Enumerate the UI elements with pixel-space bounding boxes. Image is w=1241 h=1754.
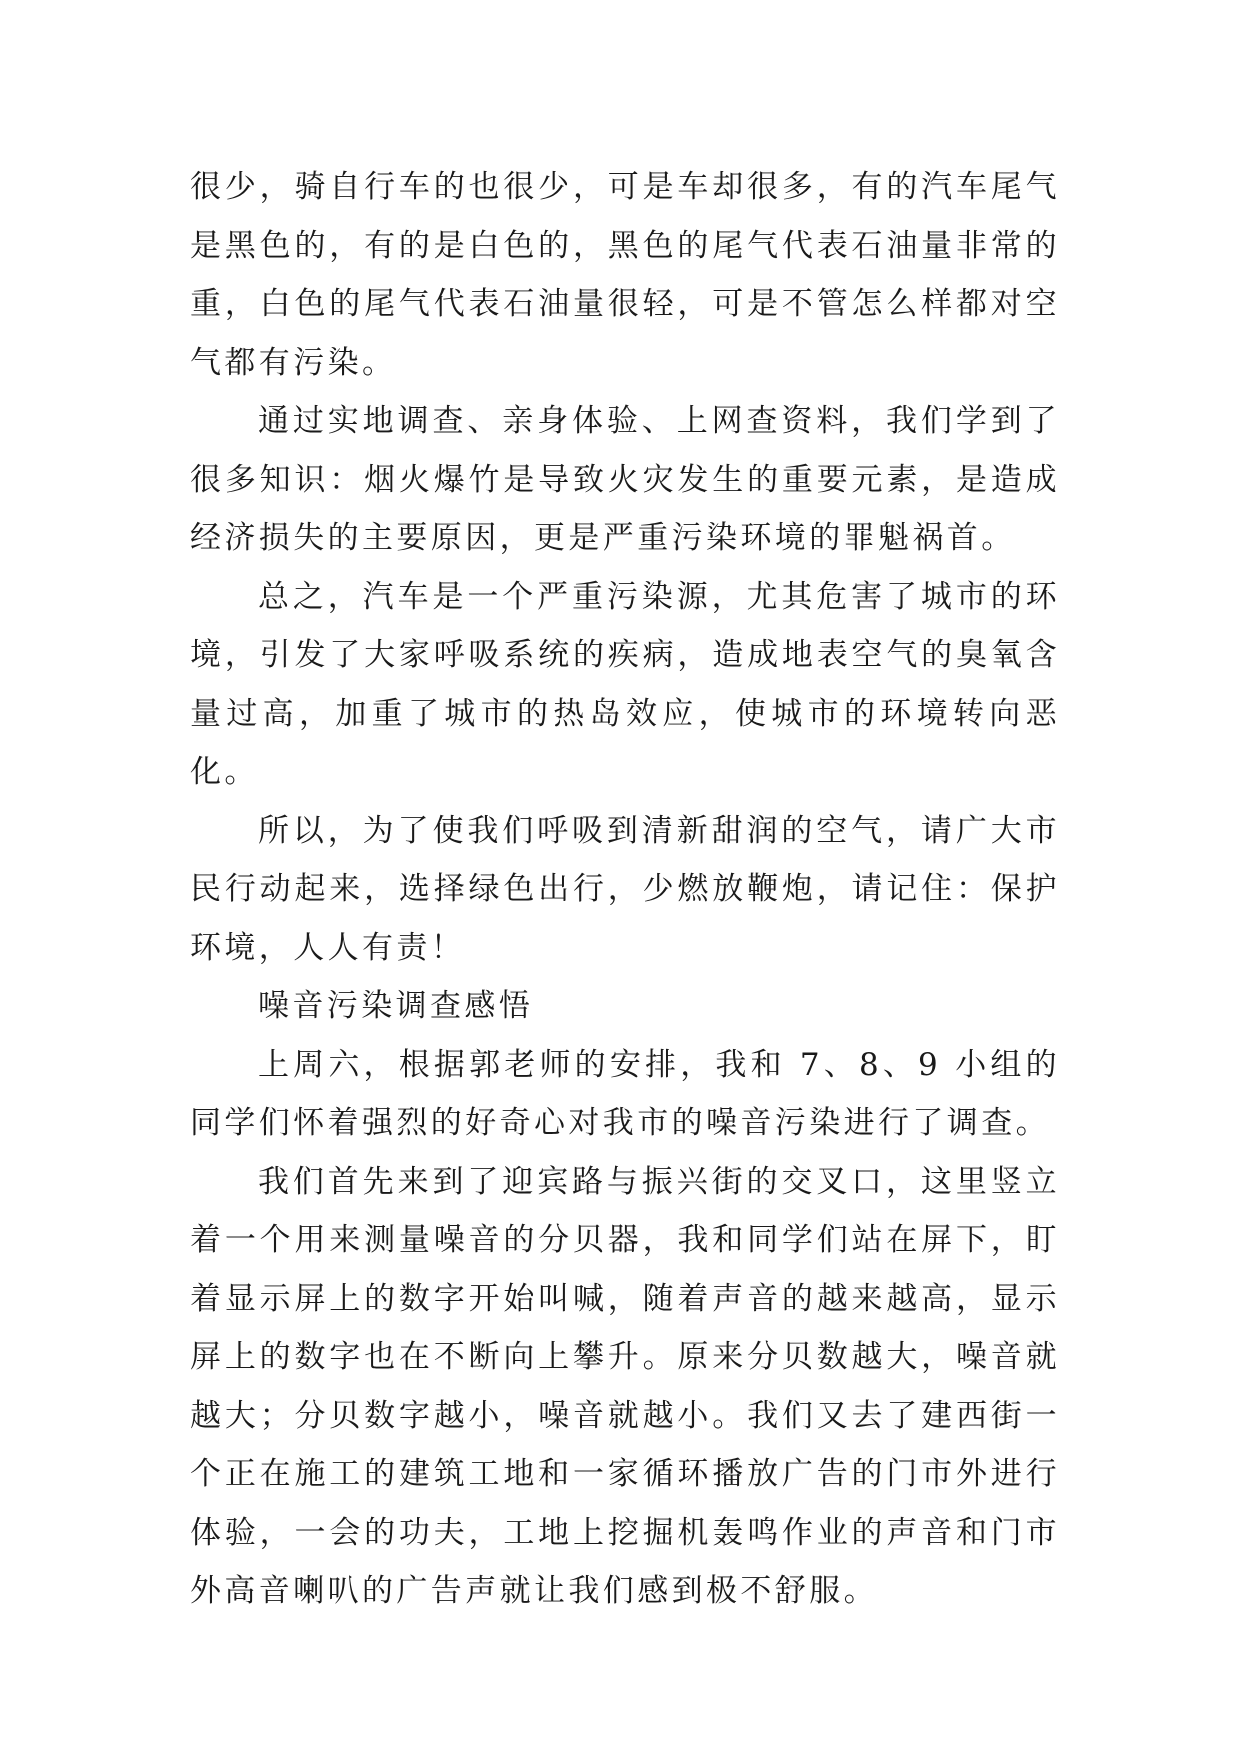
paragraph-exhaust-colors: 很少，骑自行车的也很少，可是车却很多，有的汽车尾气是黑色的，有的是白色的，黑色的尾气代表石油量非常的重，白色的尾气代表石油量很轻，可是不管怎么样都对空气都有污染。 [190,169,1060,381]
paragraph-noise-intro: 上周六，根据郭老师的安排，我和 7、8、9 小组的同学们怀着强烈的好奇心对我市的噪音污染进行了调查。 [190,1046,1060,1141]
paragraph-call-to-action: 所以，为了使我们呼吸到清新甜润的空气，请广大市民行动起来，选择绿色出行，少燃放鞭炮，请记住：保护环境，人人有责！ [190,812,1060,966]
document-body [190,158,1060,1621]
paragraph-investigation-findings: 通过实地调查、亲身体验、上网查资料，我们学到了很多知识：烟火爆竹是导致火灾发生的重要元素，是造成经济损失的主要原因，更是严重污染环境的罪魁祸首。 [190,403,1060,556]
paragraph-noise-experience: 我们首先来到了迎宾路与振兴街的交叉口，这里竖立着一个用来测量噪音的分贝器，我和同学们站在屏下，盯着显示屏上的数字开始叫喊，随着声音的越来越高，显示屏上的数字也在不断向上攀升。原来分贝数越大，噪音就越大；分贝数字越小，噪音就越小。我们又去了建西街一个正在施工的建筑工地和一家循环播放广告的门市外进行体验，一会的功夫，工地上挖掘机轰鸣作业的声音和门市外高音喇叭的广告声就让我们感到极不舒服。 [190,1163,1060,1609]
section-heading-noise: 噪音污染调查感悟 [258,988,534,1024]
paragraph-summary-cars: 总之，汽车是一个严重污染源，尤其危害了城市的环境，引发了大家呼吸系统的疾病，造成地表空气的臭氧含量过高，加重了城市的热岛效应，使城市的环境转向恶化。 [190,578,1060,790]
